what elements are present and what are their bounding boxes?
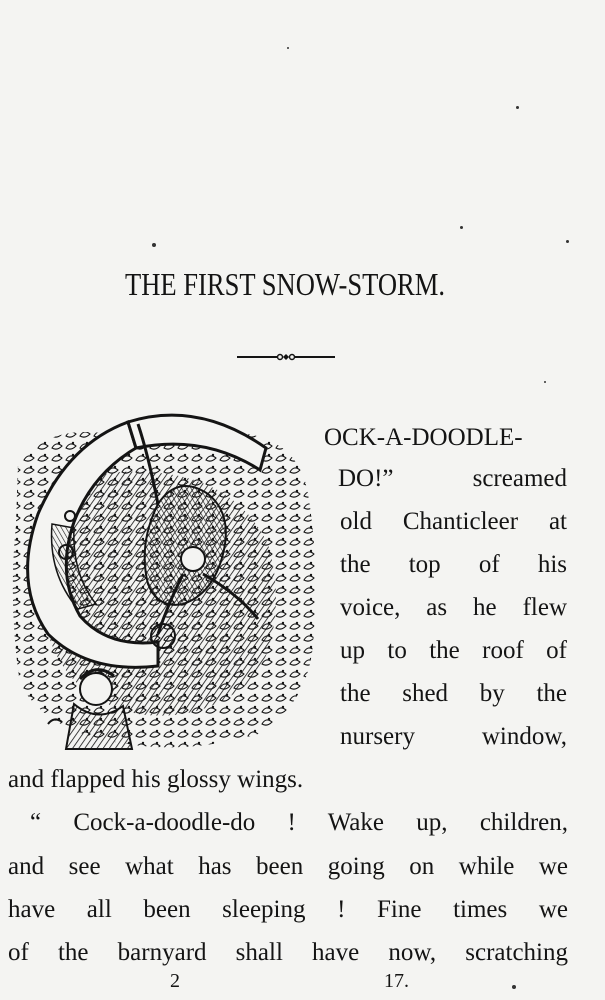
ink-speck (460, 226, 463, 229)
text-line: of the barnyard shall have now, scratching (8, 939, 568, 966)
ink-speck (544, 381, 546, 383)
text-line: the top of his (340, 551, 567, 578)
text-line: the shed by the (340, 680, 567, 707)
text-line: voice, as he flew (340, 594, 567, 621)
signature-mark: 2 (170, 970, 180, 992)
text-line: up to the roof of (340, 637, 567, 664)
ink-speck (566, 240, 569, 243)
text-line: nursery window, (340, 723, 567, 750)
ink-speck (287, 47, 289, 49)
text-line: and flapped his glossy wings. (8, 766, 304, 793)
chapter-title: THE FIRST SNOW-STORM. (124, 266, 445, 302)
ink-speck (512, 985, 516, 989)
ornament-divider-icon (237, 349, 335, 365)
text-line: and see what has been going on while we (8, 853, 568, 880)
text-line: have all been sleeping ! Fine times we (8, 896, 568, 923)
page-number: 17. (384, 970, 409, 992)
ink-speck (516, 106, 519, 109)
illustrated-initial-c-icon (8, 404, 324, 754)
text-line: old Chanticleer at (340, 508, 567, 535)
text-line: DO!” screamed (338, 465, 567, 492)
text-line: OCK-A-DOODLE- (324, 424, 523, 451)
text-line: “ Cock-a-doodle-do ! Wake up, children, (30, 809, 568, 836)
ink-speck (152, 243, 156, 247)
